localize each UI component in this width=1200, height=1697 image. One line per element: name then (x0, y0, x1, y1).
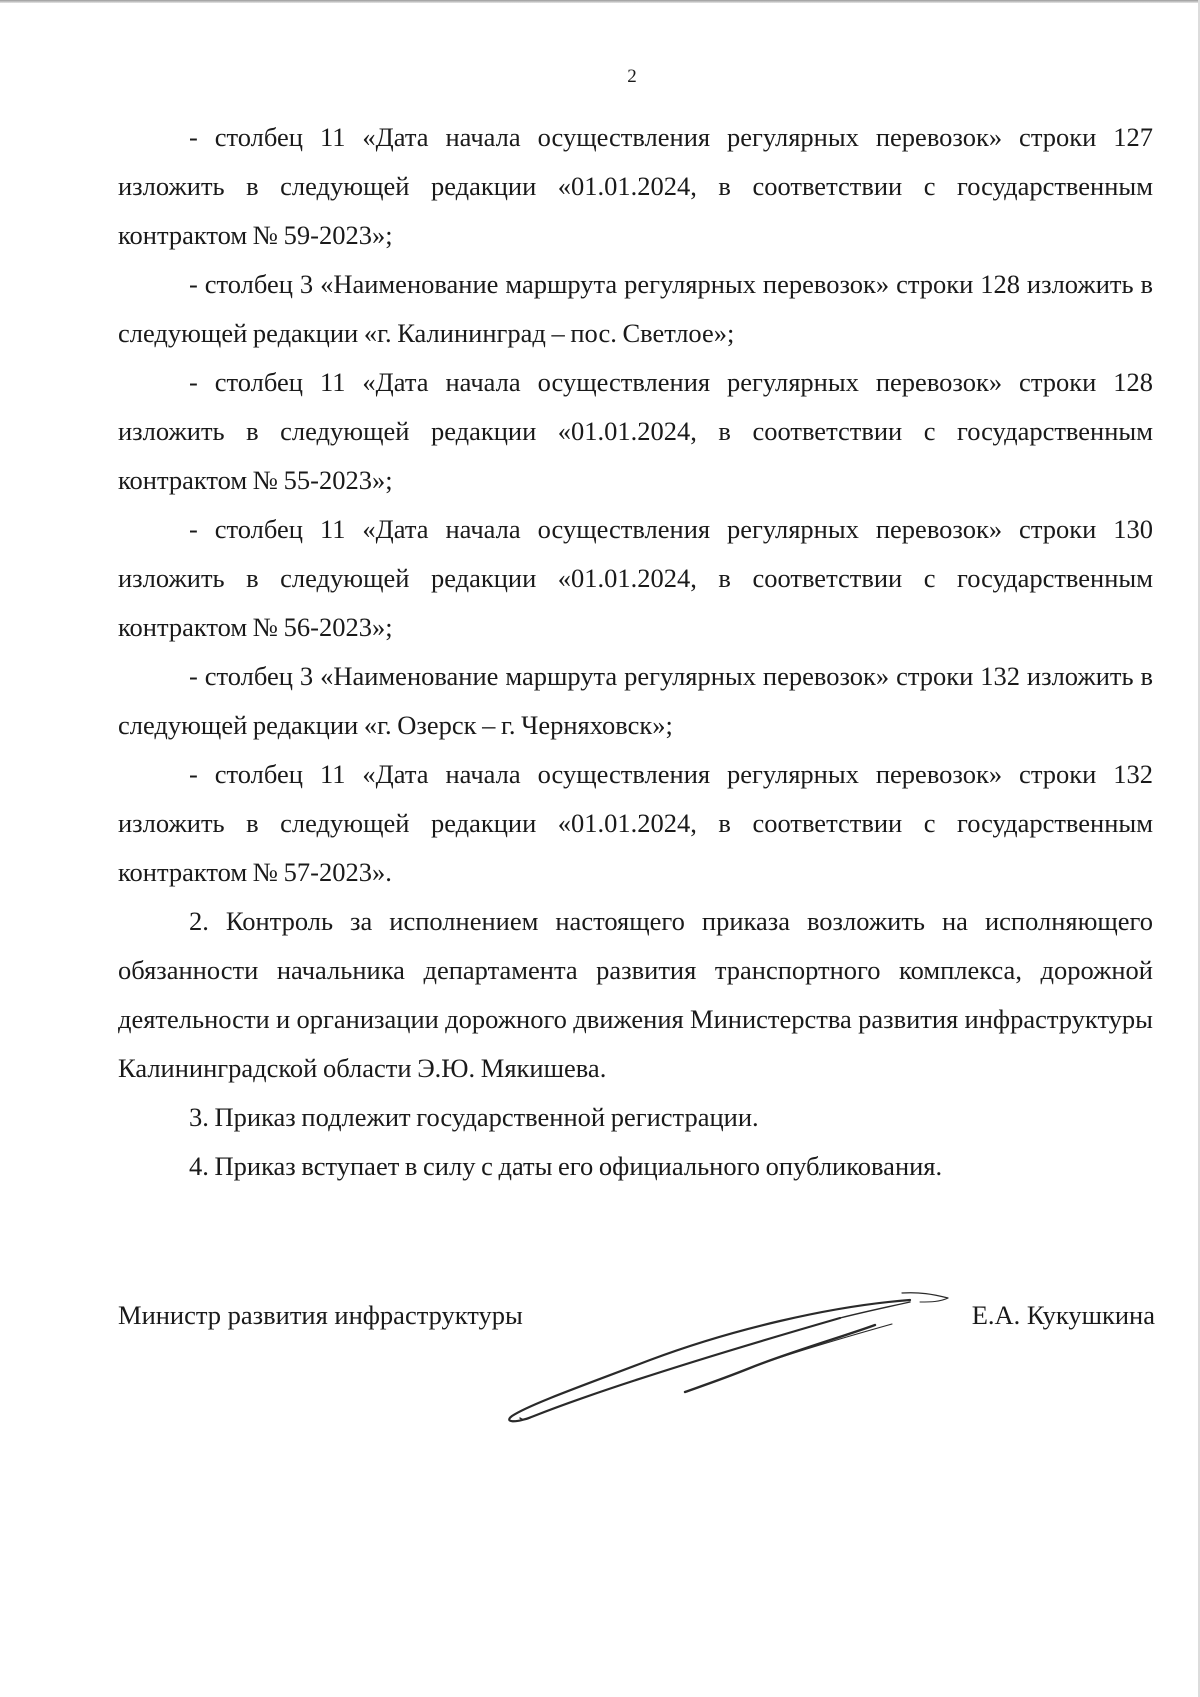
signatory-name: Е.А. Кукушкина (971, 1300, 1155, 1330)
paragraph-amendment-130: - столбец 11 «Дата начала осуществления регулярных перевозок» строки 130 изложить в следующей редакции «01.01.2024, в соответствии с государственным контрактом № 56-2023»; (118, 514, 1153, 642)
paragraph-amendment-132-name: - столбец 3 «Наименование маршрута регулярных перевозок» строки 132 изложить в следующей редакции «г. Озерск – г. Черняховск»; (118, 661, 1153, 740)
paragraph-amendment-128-name: - столбец 3 «Наименование маршрута регулярных перевозок» строки 128 изложить в следующей редакции «г. Калининград – пос. Светлое»; (118, 269, 1153, 348)
paragraph-registration: 3. Приказ подлежит государственной регистрации. (189, 1102, 759, 1132)
scan-edge-top (0, 0, 1200, 3)
page-number: 2 (627, 66, 637, 87)
document-body (118, 113, 1153, 1191)
paragraph-amendment-128-date: - столбец 11 «Дата начала осуществления регулярных перевозок» строки 128 изложить в следующей редакции «01.01.2024, в соответствии с государственным контрактом № 55-2023»; (118, 367, 1153, 495)
paragraph-amendment-132-date: - столбец 11 «Дата начала осуществления регулярных перевозок» строки 132 изложить в следующей редакции «01.01.2024, в соответствии с государственным контрактом № 57-2023». (118, 759, 1153, 887)
paragraph-control: 2. Контроль за исполнением настоящего приказа возложить на исполняющего обязанности начальника департамента развития транспортного комплекса, дорожной деятельности и организации дорожного движения Министерства развития инфраструктуры Калининградской области Э.Ю. Мякишева. (118, 906, 1153, 1083)
paragraph-amendment-127: - столбец 11 «Дата начала осуществления регулярных перевозок» строки 127 изложить в следующей редакции «01.01.2024, в соответствии с государственным контрактом № 59-2023»; (118, 122, 1153, 250)
handwritten-signature (500, 1280, 970, 1435)
signatory-position: Министр развития инфраструктуры (118, 1300, 523, 1330)
paragraph-effective-date: 4. Приказ вступает в силу с даты его официального опубликования. (189, 1151, 943, 1181)
